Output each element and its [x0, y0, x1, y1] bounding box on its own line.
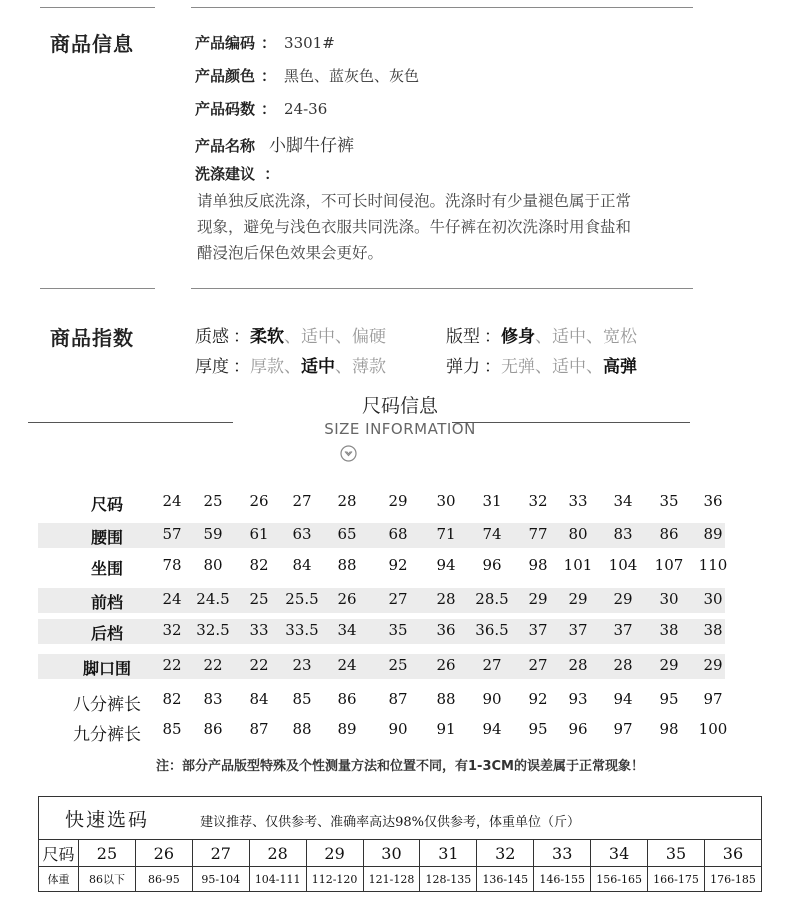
size-cell: 24.5 [196, 590, 230, 608]
size-cell: 28 [337, 492, 357, 510]
size-cell: 96 [482, 556, 502, 574]
product-info-colon: ： [261, 67, 277, 85]
size-cell: 59 [203, 525, 223, 543]
product-index-separator: 、 [335, 327, 352, 347]
size-cell: 80 [568, 525, 588, 543]
size-cell: 25 [388, 656, 408, 674]
size-info-title: 尺码信息 [361, 395, 438, 417]
product-index-option: 高弹 [603, 357, 637, 377]
product-index-separator: 、 [284, 327, 301, 347]
size-cell: 28.5 [475, 590, 509, 608]
product-info-row [195, 98, 327, 119]
size-cell: 90 [388, 720, 408, 738]
product-index-item [446, 322, 637, 347]
size-note: 注：部分产品版型特殊及个性测量方法和位置不同，有1-3CM的误差属于正常现象！ [156, 759, 644, 774]
size-cell: 31 [482, 492, 502, 510]
quick-size-table [38, 796, 762, 892]
size-cell: 29 [528, 590, 548, 608]
size-cell: 97 [703, 690, 723, 708]
size-cell: 95 [528, 720, 548, 738]
size-cell: 77 [528, 525, 548, 543]
product-info-value: 3301# [284, 34, 335, 52]
size-cell: 110 [698, 556, 728, 574]
size-cell: 63 [292, 525, 312, 543]
product-index-colon: ： [233, 327, 250, 347]
quick-size-weight-cell: 166-175 [648, 867, 705, 892]
size-cell: 33 [568, 492, 588, 510]
size-cell: 24 [162, 590, 182, 608]
quick-size-desc: 建议推荐、仅供参考、准确率高达98%仅供参考，体重单位（斤） [200, 814, 581, 830]
size-info-subtitle: SIZE INFORMATION [324, 420, 476, 438]
quick-size-weight-cell: 146-155 [534, 867, 591, 892]
product-index-item [195, 352, 386, 377]
size-cell: 83 [203, 690, 223, 708]
size-cell: 33.5 [285, 621, 319, 639]
product-info-label: 产品码数 [195, 100, 256, 118]
size-cell: 85 [162, 720, 182, 738]
size-cell: 68 [388, 525, 408, 543]
size-cell: 29 [703, 656, 723, 674]
quick-size-size-cell: 33 [534, 840, 591, 867]
size-cell: 37 [613, 621, 633, 639]
size-cell: 98 [528, 556, 548, 574]
size-cell: 34 [337, 621, 357, 639]
size-row-label: 尺码 [90, 495, 123, 514]
size-row-label: 前档 [90, 593, 123, 612]
size-cell: 101 [563, 556, 593, 574]
product-index-item [446, 352, 637, 377]
size-cell: 24 [337, 656, 357, 674]
product-index-option: 柔软 [250, 327, 284, 347]
size-cell: 30 [659, 590, 679, 608]
size-cell: 25 [203, 492, 223, 510]
size-cell: 26 [436, 656, 456, 674]
size-cell: 89 [337, 720, 357, 738]
wash-line: 请单独反底洗涤，不可长时间侵泡。洗涤时有少量褪色属于正常 [197, 192, 632, 210]
wash-text [197, 188, 697, 266]
size-cell: 100 [698, 720, 728, 738]
product-index-option: 厚款 [250, 357, 284, 377]
product-info-row [195, 32, 335, 53]
size-cell: 27 [292, 492, 312, 510]
size-cell: 83 [613, 525, 633, 543]
size-cell: 35 [659, 492, 679, 510]
size-cell: 34 [613, 492, 633, 510]
size-row-label: 腰围 [90, 528, 123, 547]
size-cell: 85 [292, 690, 312, 708]
quick-size-weight-cell: 112-120 [306, 867, 363, 892]
product-index-option: 适中 [301, 357, 335, 377]
product-info-colon: ： [261, 100, 277, 118]
size-cell: 26 [249, 492, 269, 510]
quick-size-header [39, 797, 762, 840]
size-cell: 36 [703, 492, 723, 510]
size-cell: 27 [482, 656, 502, 674]
size-cell: 84 [249, 690, 269, 708]
size-cell: 33 [249, 621, 269, 639]
wash-label-colon: ： [264, 165, 280, 183]
size-cell: 89 [703, 525, 723, 543]
quick-size-weight-cell: 156-165 [591, 867, 648, 892]
size-cell: 78 [162, 556, 182, 574]
wash-line: 醋浸泡后保色效果会更好。 [197, 244, 384, 262]
quick-size-size-cell: 34 [591, 840, 648, 867]
size-cell: 92 [528, 690, 548, 708]
product-index-colon: ： [484, 357, 501, 377]
divider-top-left [40, 7, 155, 8]
product-info-value: 小脚牛仔裤 [269, 136, 355, 156]
quick-size-weight-cell: 86-95 [135, 867, 192, 892]
quick-size-size-cell: 32 [477, 840, 534, 867]
product-info-colon: ： [261, 34, 277, 52]
size-cell: 38 [659, 621, 679, 639]
size-cell: 35 [388, 621, 408, 639]
product-info-value: 24-36 [284, 100, 328, 118]
size-row-label: 后档 [90, 624, 123, 643]
divider-mid-left [40, 288, 155, 289]
size-cell: 74 [482, 525, 502, 543]
product-index-label: 质感 [195, 327, 229, 347]
size-cell: 95 [659, 690, 679, 708]
size-cell: 57 [162, 525, 182, 543]
product-index-separator: 、 [535, 327, 552, 347]
size-cell: 91 [436, 720, 456, 738]
quick-size-weight-cell: 128-135 [420, 867, 477, 892]
size-cell: 65 [337, 525, 357, 543]
size-cell: 29 [568, 590, 588, 608]
size-cell: 29 [388, 492, 408, 510]
quick-size-size-cell: 31 [420, 840, 477, 867]
size-cell: 87 [249, 720, 269, 738]
product-index-separator: 、 [284, 357, 301, 377]
size-cell: 22 [249, 656, 269, 674]
size-cell: 94 [482, 720, 502, 738]
product-index-option: 偏硬 [352, 327, 386, 347]
size-cell: 36 [436, 621, 456, 639]
quick-size-size-cell: 29 [306, 840, 363, 867]
size-cell: 38 [703, 621, 723, 639]
product-index-title: 商品指数 [50, 326, 134, 350]
product-index-label: 弹力 [446, 357, 480, 377]
size-cell: 30 [436, 492, 456, 510]
size-cell: 27 [528, 656, 548, 674]
quick-size-size-cell: 26 [135, 840, 192, 867]
product-info-label: 产品颜色 [195, 67, 256, 85]
quick-size-size-cell: 35 [648, 840, 705, 867]
quick-size-weight-row [39, 867, 762, 892]
product-index-option: 适中 [552, 357, 586, 377]
product-info-row [195, 65, 419, 86]
size-row-label: 九分裤长 [73, 725, 141, 745]
size-cell: 27 [388, 590, 408, 608]
size-cell: 82 [162, 690, 182, 708]
size-cell: 23 [292, 656, 312, 674]
product-index-separator: 、 [335, 357, 352, 377]
size-cell: 22 [203, 656, 223, 674]
size-cell: 24 [162, 492, 182, 510]
size-cell: 84 [292, 556, 312, 574]
quick-size-title: 快速选码 [65, 808, 150, 831]
quick-size-size-row [39, 840, 762, 867]
quick-size-size-cell: 28 [249, 840, 306, 867]
size-cell: 28 [613, 656, 633, 674]
size-cell: 32 [162, 621, 182, 639]
wash-label-text: 洗涤建议 [195, 165, 256, 183]
size-cell: 37 [528, 621, 548, 639]
size-cell: 61 [249, 525, 269, 543]
quick-size-size-label: 尺码 [39, 840, 79, 867]
size-cell: 26 [337, 590, 357, 608]
product-info-row [195, 131, 354, 156]
product-index-option: 薄款 [352, 357, 386, 377]
size-cell: 88 [337, 556, 357, 574]
size-row-label: 八分裤长 [73, 695, 141, 715]
product-index-label: 厚度 [195, 357, 229, 377]
size-cell: 32 [528, 492, 548, 510]
quick-size-weight-cell: 104-111 [249, 867, 306, 892]
size-cell: 32.5 [196, 621, 230, 639]
size-cell: 25 [249, 590, 269, 608]
size-cell: 98 [659, 720, 679, 738]
product-index-colon: ： [233, 357, 250, 377]
product-index-label: 版型 [446, 327, 480, 347]
quick-size-weight-cell: 176-185 [704, 867, 761, 892]
product-index-separator: 、 [586, 327, 603, 347]
size-cell: 71 [436, 525, 456, 543]
size-row-label: 坐围 [90, 559, 123, 578]
size-cell: 86 [659, 525, 679, 543]
product-index-option: 适中 [301, 327, 335, 347]
size-cell: 80 [203, 556, 223, 574]
size-cell: 86 [203, 720, 223, 738]
wash-label [195, 163, 279, 184]
product-index-colon: ： [484, 327, 501, 347]
size-cell: 25.5 [285, 590, 319, 608]
product-index-option: 无弹 [501, 357, 535, 377]
size-cell: 30 [703, 590, 723, 608]
quick-size-size-cell: 36 [704, 840, 761, 867]
size-cell: 29 [659, 656, 679, 674]
chevron-down-icon [340, 445, 357, 466]
quick-size-weight-cell: 86以下 [79, 867, 136, 892]
size-cell: 88 [436, 690, 456, 708]
product-index-option: 适中 [552, 327, 586, 347]
size-cell: 36.5 [475, 621, 509, 639]
divider-top-right [191, 7, 693, 8]
size-cell: 86 [337, 690, 357, 708]
size-cell: 90 [482, 690, 502, 708]
quick-size-size-cell: 30 [363, 840, 420, 867]
product-info-label: 产品编码 [195, 34, 256, 52]
quick-size-weight-cell: 95-104 [192, 867, 249, 892]
size-row-label: 脚口围 [82, 659, 131, 678]
product-index-separator: 、 [535, 357, 552, 377]
quick-size-size-cell: 27 [192, 840, 249, 867]
product-index-option: 修身 [501, 327, 535, 347]
quick-size-weight-label: 体重 [39, 867, 79, 892]
size-cell: 88 [292, 720, 312, 738]
size-cell: 29 [613, 590, 633, 608]
size-cell: 107 [654, 556, 684, 574]
size-cell: 104 [608, 556, 638, 574]
product-info-label: 产品名称 [195, 137, 256, 155]
size-cell: 22 [162, 656, 182, 674]
size-cell: 94 [436, 556, 456, 574]
size-cell: 28 [436, 590, 456, 608]
product-info-title: 商品信息 [50, 32, 134, 56]
product-info-value: 黑色、蓝灰色、灰色 [284, 67, 420, 85]
quick-size-size-cell: 25 [79, 840, 136, 867]
size-cell: 93 [568, 690, 588, 708]
product-index-item [195, 322, 386, 347]
wash-line: 现象，避免与浅色衣服共同洗涤。牛仔裤在初次洗涤时用食盐和 [197, 218, 632, 236]
quick-size-weight-cell: 136-145 [477, 867, 534, 892]
size-cell: 28 [568, 656, 588, 674]
product-index-option: 宽松 [603, 327, 637, 347]
size-cell: 94 [613, 690, 633, 708]
size-cell: 97 [613, 720, 633, 738]
divider-mid-right [191, 288, 693, 289]
size-cell: 37 [568, 621, 588, 639]
product-index-separator: 、 [586, 357, 603, 377]
size-cell: 87 [388, 690, 408, 708]
size-cell: 92 [388, 556, 408, 574]
size-cell: 82 [249, 556, 269, 574]
quick-size-weight-cell: 121-128 [363, 867, 420, 892]
size-cell: 96 [568, 720, 588, 738]
